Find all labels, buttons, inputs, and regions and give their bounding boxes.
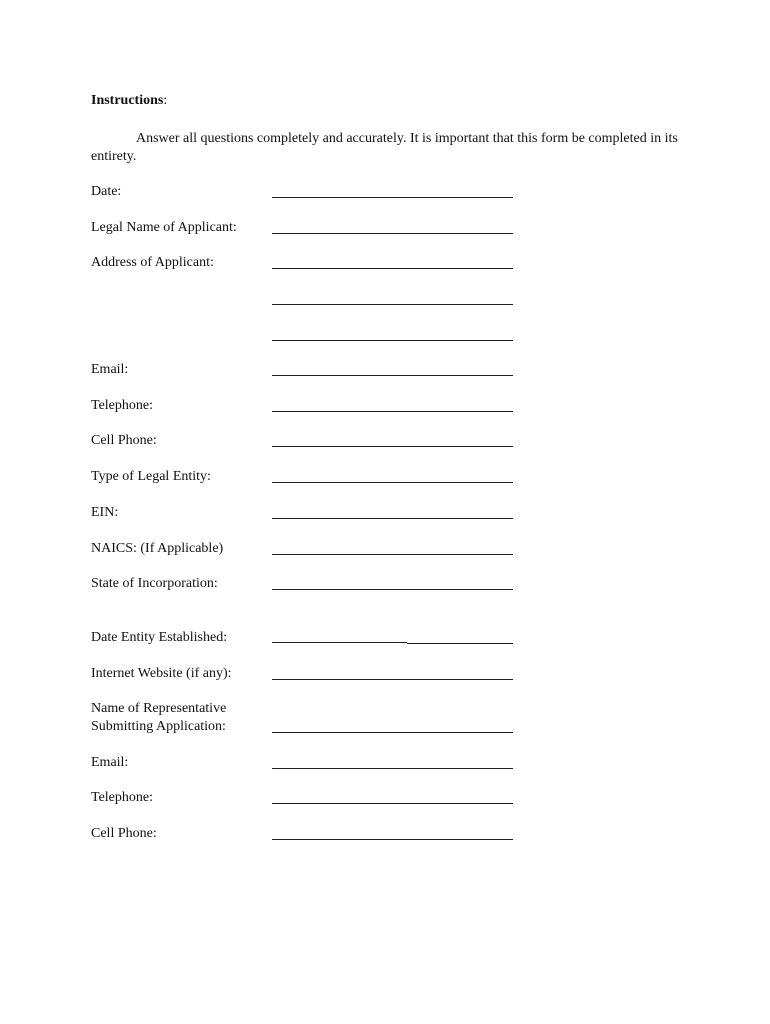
- address-field-line-3[interactable]: [272, 340, 513, 341]
- legal-name-label: Legal Name of Applicant:: [91, 220, 237, 235]
- telephone-label: Telephone:: [91, 398, 153, 413]
- instructions-heading-colon: :: [163, 93, 168, 108]
- date-established-line-segment-1: [272, 642, 407, 643]
- naics-label: NAICS: (If Applicable): [91, 541, 224, 556]
- ein-label: EIN:: [91, 505, 119, 520]
- rep-telephone-label: Telephone:: [91, 790, 153, 805]
- date-established-label: Date Entity Established:: [91, 630, 228, 645]
- email-field-line[interactable]: [272, 375, 513, 376]
- address-field-line-2[interactable]: [272, 304, 513, 305]
- rep-name-label-line-2: Submitting Application:: [91, 719, 226, 734]
- date-label: Date:: [91, 184, 122, 199]
- ein-field-line[interactable]: [272, 518, 513, 519]
- cell-phone-label: Cell Phone:: [91, 433, 157, 448]
- rep-email-field-line[interactable]: [272, 768, 513, 769]
- rep-cell-phone-label: Cell Phone:: [91, 826, 157, 841]
- instructions-text: Answer all questions completely and accurately. It is important that this form be completed in its entirety.: [91, 131, 678, 164]
- instructions-heading-text: Instructions: [91, 93, 164, 108]
- email-label: Email:: [91, 362, 129, 377]
- state-incorporation-field-line[interactable]: [272, 589, 513, 590]
- website-field-line[interactable]: [272, 679, 513, 680]
- address-label: Address of Applicant:: [91, 255, 214, 270]
- telephone-field-line[interactable]: [272, 411, 513, 412]
- website-label: Internet Website (if any):: [91, 666, 232, 681]
- rep-email-label: Email:: [91, 755, 129, 770]
- address-field-line-1[interactable]: [272, 268, 513, 269]
- legal-entity-label: Type of Legal Entity:: [91, 469, 211, 484]
- instructions-heading: [91, 93, 167, 109]
- cell-phone-field-line[interactable]: [272, 446, 513, 447]
- date-established-line-segment-2: [407, 643, 513, 644]
- naics-field-line[interactable]: [272, 554, 513, 555]
- rep-telephone-field-line[interactable]: [272, 803, 513, 804]
- state-incorporation-label: State of Incorporation:: [91, 576, 218, 591]
- date-field-line[interactable]: [272, 197, 513, 198]
- legal-entity-field-line[interactable]: [272, 482, 513, 483]
- rep-name-field-line[interactable]: [272, 732, 513, 733]
- rep-name-label-line-1: Name of Representative: [91, 701, 227, 716]
- legal-name-field-line[interactable]: [272, 233, 513, 234]
- rep-cell-phone-field-line[interactable]: [272, 839, 513, 840]
